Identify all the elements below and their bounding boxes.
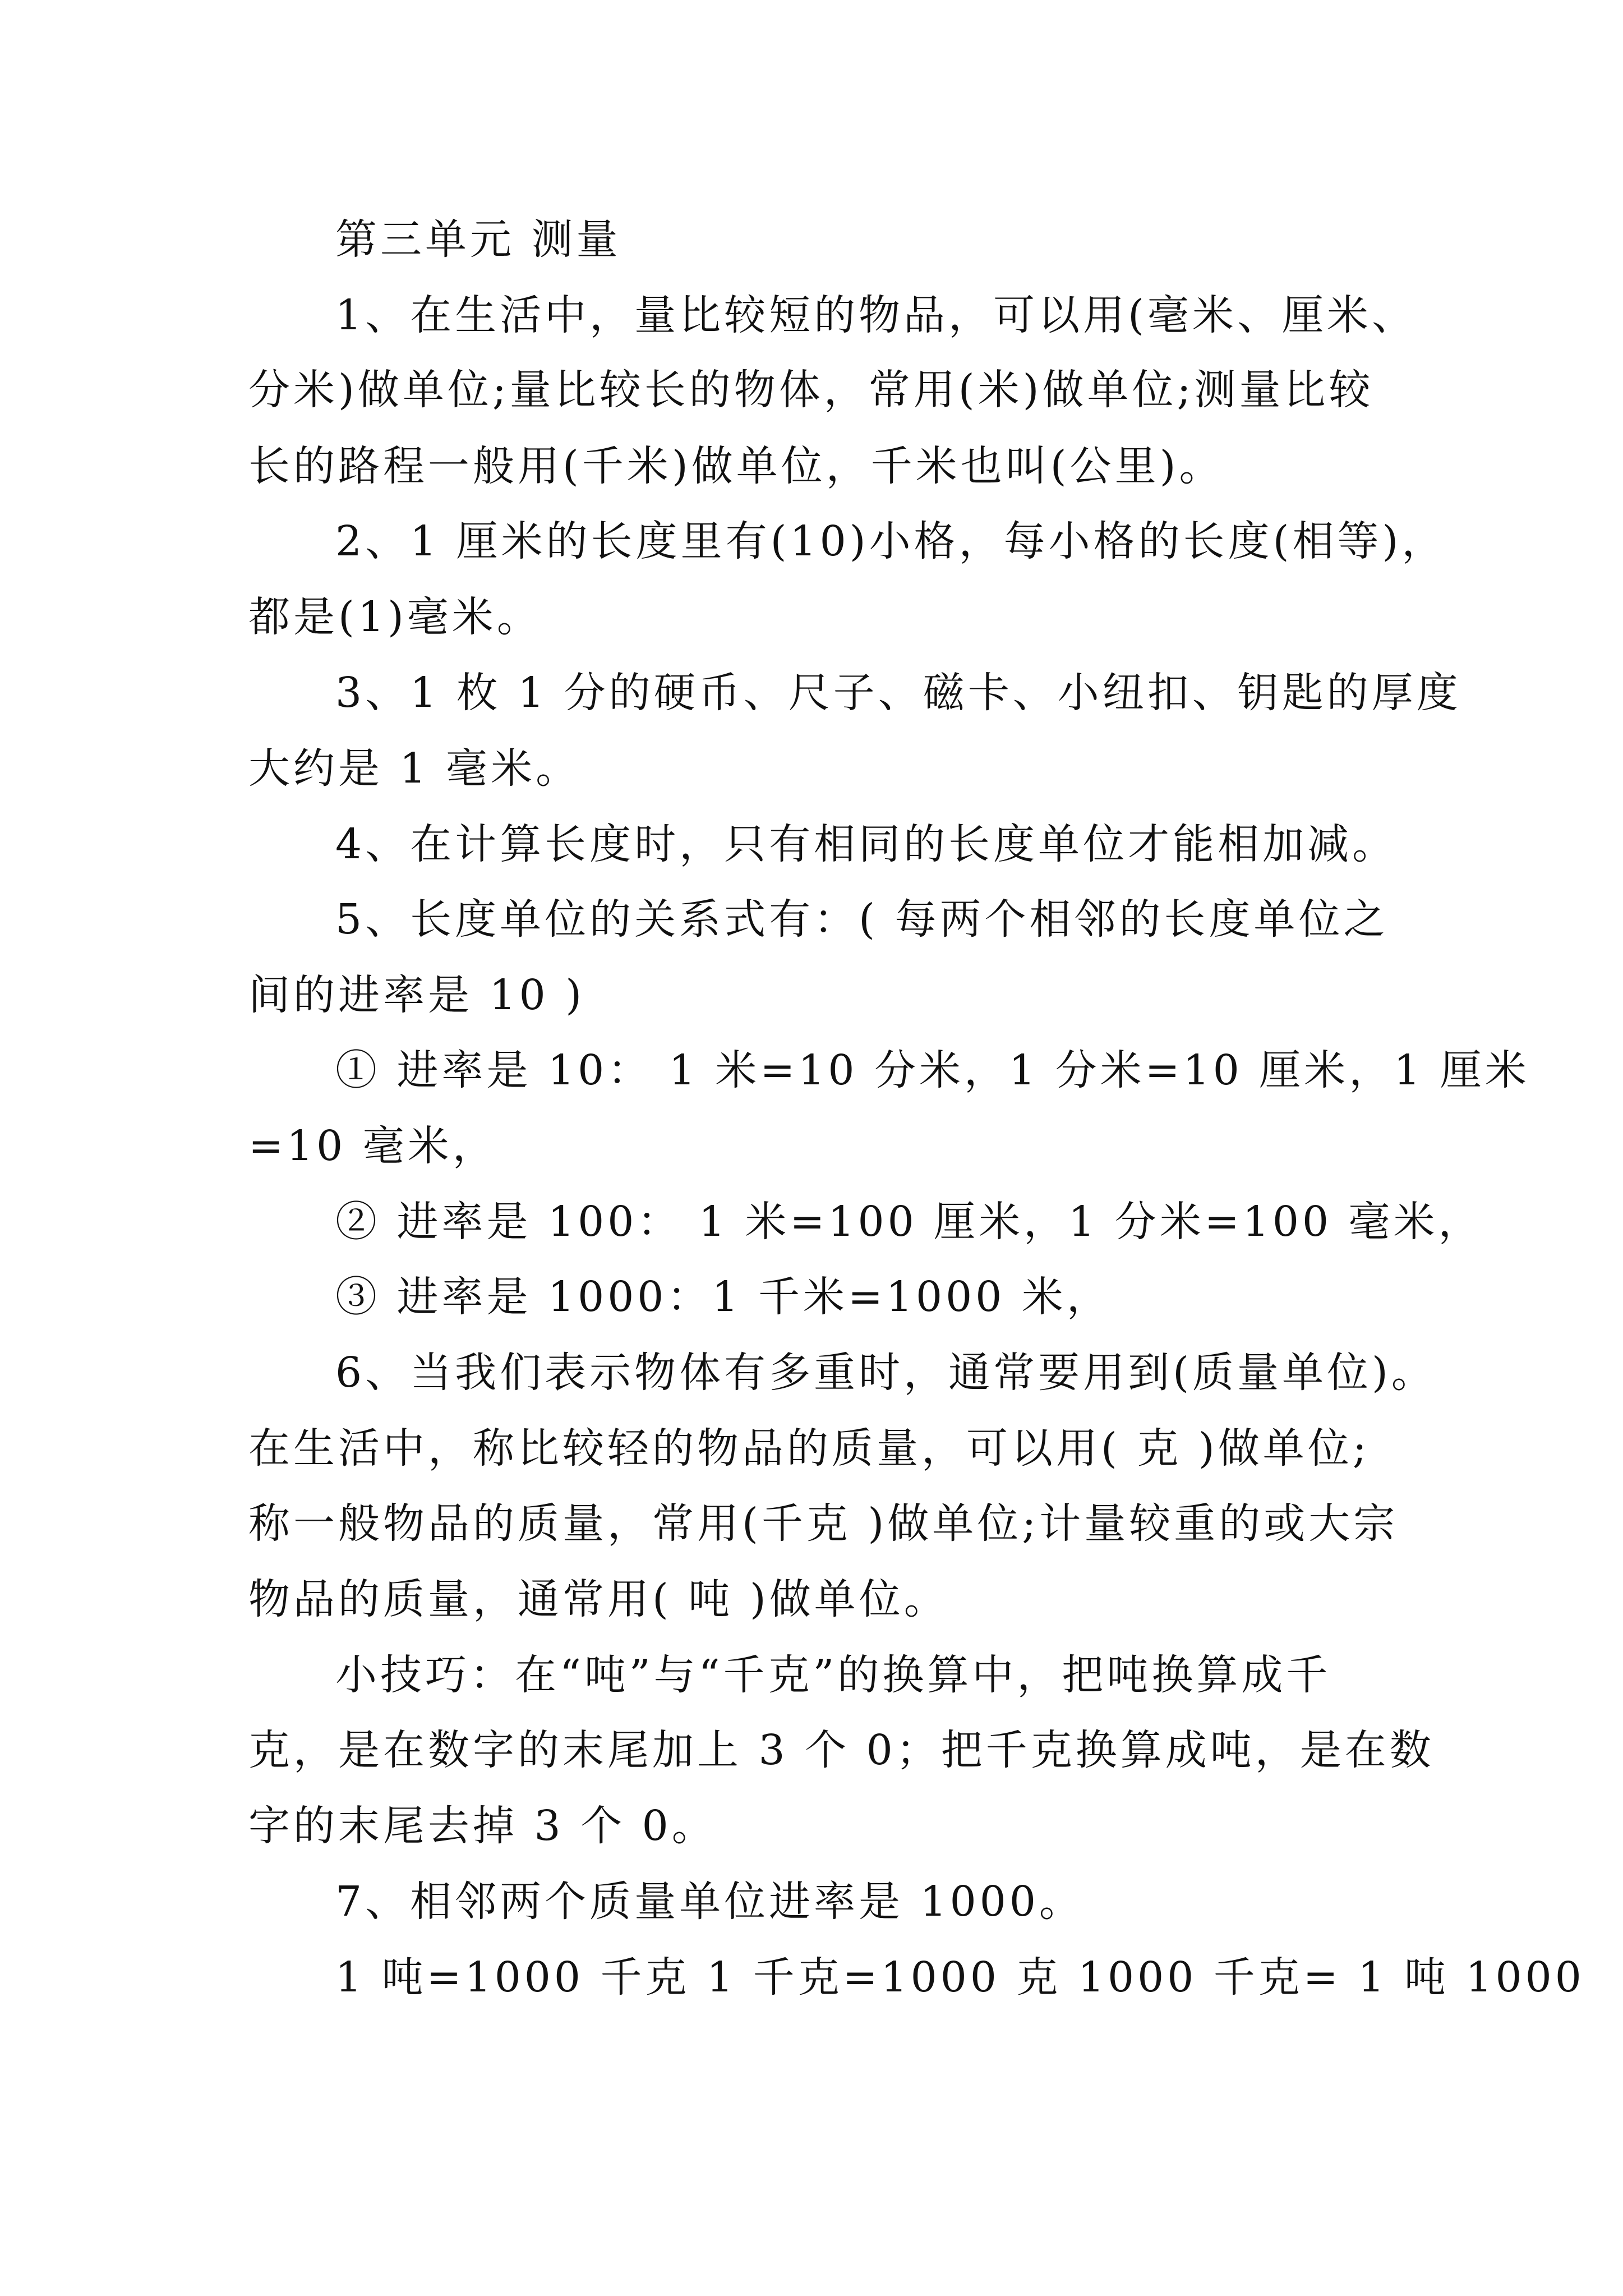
rate-10-line-1: ① 进率是 10： 1 米=10 分米，1 分米=10 厘米，1 厘米 [335, 1046, 1530, 1094]
rate-1000-line: ③ 进率是 1000：1 千米=1000 米， [335, 1273, 1112, 1321]
tip-line-2: 克，是在数字的末尾加上 3 个 0；把千克换算成吨，是在数 [248, 1726, 1435, 1774]
paragraph-5-line-2: 间的进率是 10 ) [248, 971, 585, 1019]
paragraph-3-line-1: 3、1 枚 1 分的硬币、尺子、磁卡、小纽扣、钥匙的厚度 [335, 669, 1461, 717]
section-title: 第三单元 测量 [335, 215, 621, 264]
paragraph-3-line-2: 大约是 1 毫米。 [248, 744, 581, 793]
paragraph-6-line-1: 6、当我们表示物体有多重时，通常要用到(质量单位)。 [335, 1349, 1436, 1397]
mass-conversion-line: 1 吨=1000 千克 1 千克=1000 克 1000 千克= 1 吨 1000 [335, 1953, 1585, 2001]
paragraph-6-line-3: 称一般物品的质量，常用(千克 )做单位;计量较重的或大宗 [248, 1499, 1399, 1548]
rate-100-line: ② 进率是 100： 1 米=100 厘米，1 分米=100 毫米， [335, 1198, 1483, 1246]
paragraph-4: 4、在计算长度时，只有相同的长度单位才能相加减。 [335, 820, 1398, 868]
paragraph-1-line-3: 长的路程一般用(千米)做单位，千米也叫(公里)。 [248, 442, 1224, 490]
paragraph-7: 7、相邻两个质量单位进率是 1000。 [335, 1878, 1084, 1926]
tip-line-1: 小技巧：在“吨”与“千克”的换算中，把吨换算成千 [335, 1651, 1331, 1699]
paragraph-2-line-2: 都是(1)毫米。 [248, 593, 542, 641]
tip-line-3: 字的末尾去掉 3 个 0。 [248, 1802, 717, 1850]
paragraph-1-line-1: 1、在生活中，量比较短的物品，可以用(毫米、厘米、 [335, 291, 1417, 339]
paragraph-6-line-2: 在生活中，称比较轻的物品的质量，可以用( 克 )做单位; [248, 1424, 1370, 1473]
paragraph-1-line-2: 分米)做单位;量比较长的物体，常用(米)做单位;测量比较 [248, 366, 1374, 414]
paragraph-5-line-1: 5、长度单位的关系式有：( 每两个相邻的长度单位之 [335, 895, 1389, 944]
paragraph-2-line-1: 2、1 厘米的长度里有(10)小格，每小格的长度(相等)， [335, 517, 1447, 565]
paragraph-6-line-4: 物品的质量，通常用( 吨 )做单位。 [248, 1575, 949, 1623]
rate-10-line-2: =10 毫米， [248, 1122, 497, 1170]
